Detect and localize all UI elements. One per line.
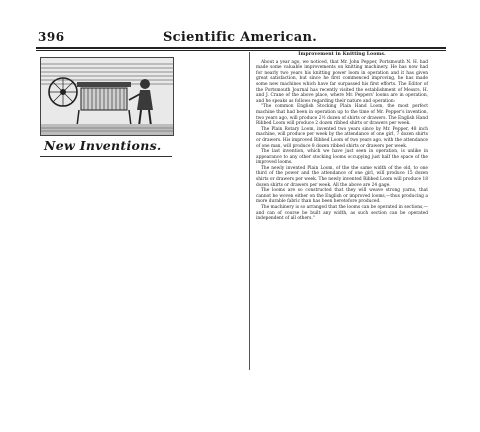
- page-number: 396: [38, 30, 65, 44]
- section-heading: New Inventions.: [44, 138, 162, 153]
- article-title: Improvement in Knitting Looms.: [298, 52, 386, 57]
- article-paragraph: The Plain Rotary Loom, invented two years since by Mr. Pepper, 48 inch machine, will produce per week by the attendance of one girl, 7 dozen shirts or drawers. His improved Ribbed Loom of two years ago, with the attendance of one man, will produce 8 dozen ribbed shirts or drawers per week.: [256, 126, 428, 149]
- loom-engraving-image: [41, 58, 173, 135]
- header-rule: [36, 47, 446, 49]
- section-engraving: [40, 57, 174, 136]
- header-rule-thin: [36, 50, 446, 51]
- article-paragraph: The last invention, which we have just seen in operation, is unlike in appearance to any other stocking looms occupying just half the space of the improved looms.: [256, 149, 428, 166]
- article-paragraph: "The common English Stocking Plain Hand Loom, the most perfect machine that had been in operation up to the time of Mr. Pepper's invention, two years ago, will produce 2½ dozen of shirts or drawers. The English Hand Ribbed Loom will produce 2 dozen ribbed shirts or drawers per week.: [256, 104, 428, 127]
- article-paragraph: The machinery is so arranged that the looms can be operated in sections,—and can of course be built any width, as such section can be operated independent of all others.": [256, 205, 428, 222]
- section-heading-rule: [40, 156, 172, 157]
- column-divider: [249, 52, 250, 370]
- article-paragraph: The newly invented Plain Loom, of the the same width of the old, to one third of the power and the attendance of one girl, will produce 15 dozen shirts or drawers per week. The newly invented Ribbed Loom will produce 18 dozen shirts or drawers per week. All the above are 24 gage.: [256, 165, 428, 188]
- article-column: [256, 52, 428, 222]
- article-paragraph: About a year ago, we noticed, that Mr. John Pepper, Portsmouth N. H. had made some valuable improvements on knitting machinery. He has now had for nearly two years his knitting power loom in operation and it has given great satisfaction, but since he first commenced improving, he has made some new machines which have far surpassed his first efforts. The Editor of the Portsmouth Journal has recently visited the establishment of Messrs. H. and J. Crane of the above place, where Mr. Peppers' looms are in operation, and he speaks as follows regarding their nature and operation:: [256, 59, 428, 104]
- article-paragraph: The looms are so constructed that they will weave strong yarns, that cannot be woven either on the English or improved looms,—thus producing a more durable fabric than has been heretofore produced.: [256, 188, 428, 205]
- masthead: Scientific American.: [162, 30, 318, 45]
